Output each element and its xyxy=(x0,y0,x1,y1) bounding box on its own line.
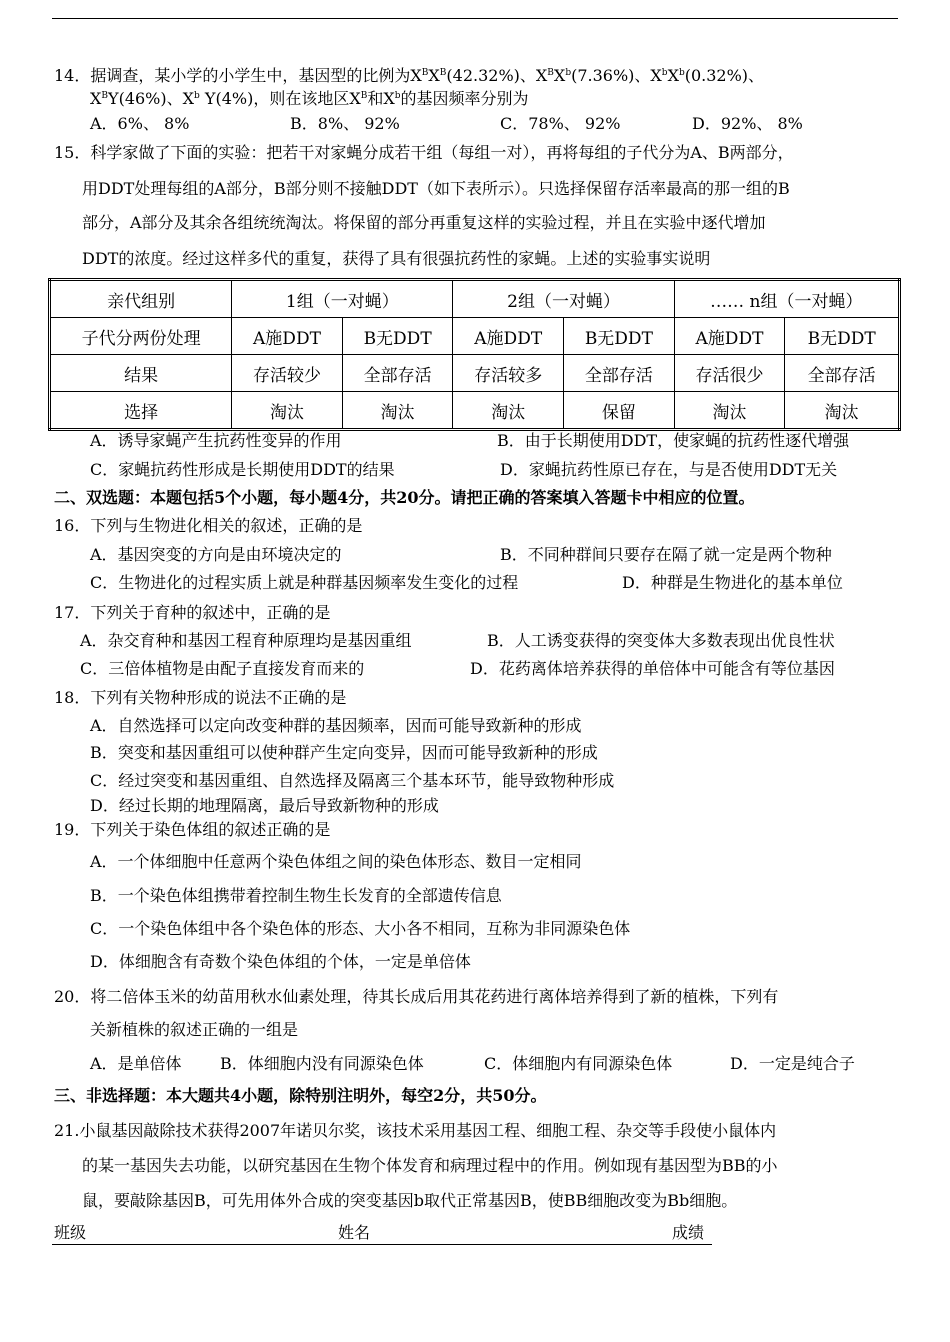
q15-stem-line-4: DDT的浓度。经过这样多代的重复，获得了具有很强抗药性的家蝇。上述的实验事实说明 xyxy=(82,249,711,268)
q20-stem-line-2: 关新植株的叙述正确的一组是 xyxy=(90,1020,299,1039)
q21-line-3: 鼠，要敲除基因B，可先用体外合成的突变基因b取代正常基因B，使BB细胞改变为Bb细胞。 xyxy=(82,1191,738,1210)
table-cell: 淘汰 xyxy=(342,392,453,430)
q14-option-d: D．92%、 8% xyxy=(692,114,803,133)
table-cell: 1组（一对蝇） xyxy=(232,280,453,318)
q20-option-c: C．体细胞内有同源染色体 xyxy=(484,1054,673,1073)
q19-option-d: D．体细胞含有奇数个染色体组的个体，一定是单倍体 xyxy=(90,952,471,971)
name-underline xyxy=(338,1244,672,1245)
q14-stem-line-2: $X^BY(46\%)$、$X^b$ Y(4%)，则在该地区$X^B$和$X^b$的基因频率分别为 xyxy=(90,89,529,108)
q15-option-b: B．由于长期使用DDT，使家蝇的抗药性逐代增强 xyxy=(497,431,850,450)
table-cell: B无DDT xyxy=(564,318,675,355)
table-cell: B无DDT xyxy=(342,318,453,355)
table-cell: 存活较多 xyxy=(453,355,564,392)
table-cell: …… n组（一对蝇） xyxy=(674,280,899,318)
q14-option-b: B．8%、 92% xyxy=(290,114,400,133)
q16-option-c: C．生物进化的过程实质上就是种群基因频率发生变化的过程 xyxy=(90,573,519,592)
table-cell: 存活较少 xyxy=(232,355,343,392)
q20-option-a: A．是单倍体 xyxy=(90,1054,182,1073)
q15-option-d: D．家蝇抗药性原已存在，与是否使用DDT无关 xyxy=(500,460,838,479)
q17-stem: 17．下列关于育种的叙述中，正确的是 xyxy=(54,603,331,622)
table-cell: A施DDT xyxy=(232,318,343,355)
q20-option-d: D．一定是纯合子 xyxy=(730,1054,855,1073)
table-cell: 2组（一对蝇） xyxy=(453,280,674,318)
class-underline xyxy=(52,1244,338,1245)
q15-stem-line-2: 用DDT处理每组的A部分，B部分则不接触DDT（如下表所示）。只选择保留存活率最高的那一组的B xyxy=(82,179,790,198)
q18-option-c: C．经过突变和基因重组、自然选择及隔离三个基本环节，能导致物种形成 xyxy=(90,771,615,790)
score-label: 成绩 xyxy=(672,1223,705,1242)
q20-stem-line-1: 20．将二倍体玉米的幼苗用秋水仙素处理，待其长成后用其花药进行离体培养得到了新的植株，下列有 xyxy=(54,987,779,1006)
table-cell: 淘汰 xyxy=(232,392,343,430)
table-cell: 全部存活 xyxy=(564,355,675,392)
table-cell: 亲代组别 xyxy=(50,280,232,318)
q15-stem-line-3: 部分，A部分及其余各组统统淘汰。将保留的部分再重复这样的实验过程，并且在实验中逐代增加 xyxy=(82,213,766,232)
q14-stem-line-1: 14．据调查，某小学的小学生中，基因型的比例为$X^BX^B(42.32\%)$、$X^BX^b(7.36\%)$、$X^bX^b(0.32\%)$、 xyxy=(54,66,765,85)
class-label: 班级 xyxy=(54,1223,87,1242)
q17-option-a: A．杂交育种和基因工程育种原理均是基因重组 xyxy=(80,631,412,650)
table-cell: 淘汰 xyxy=(785,392,900,430)
q18-stem: 18．下列有关物种形成的说法不正确的是 xyxy=(54,688,347,707)
q17-option-b: B．人工诱变获得的突变体大多数表现出优良性状 xyxy=(487,631,835,650)
table-cell: A施DDT xyxy=(674,318,785,355)
q18-option-d: D．经过长期的地理隔离，最后导致新物种的形成 xyxy=(90,796,439,815)
name-label: 姓名 xyxy=(338,1223,371,1242)
table-row xyxy=(50,392,900,430)
section-2-heading: 二、双选题：本题包括5个小题，每小题4分，共20分。请把正确的答案填入答题卡中相应的位置。 xyxy=(54,488,755,507)
table-row xyxy=(50,318,900,355)
q16-stem: 16．下列与生物进化相关的叙述，正确的是 xyxy=(54,516,363,535)
table-cell: 全部存活 xyxy=(342,355,453,392)
q18-option-a: A．自然选择可以定向改变种群的基因频率，因而可能导致新种的形成 xyxy=(90,716,582,735)
table-cell: B无DDT xyxy=(785,318,900,355)
q19-option-b: B．一个染色体组携带着控制生物生长发育的全部遗传信息 xyxy=(90,886,502,905)
q19-option-c: C．一个染色体组中各个染色体的形态、大小各不相同，互称为非同源染色体 xyxy=(90,919,631,938)
q19-stem: 19．下列关于染色体组的叙述正确的是 xyxy=(54,820,331,839)
table-cell: 淘汰 xyxy=(674,392,785,430)
q21-line-2: 的某一基因失去功能，以研究基因在生物个体发育和病理过程中的作用。例如现有基因型为BB的小 xyxy=(82,1156,778,1175)
table-cell: 结果 xyxy=(50,355,232,392)
q14-option-c: C．78%、 92% xyxy=(500,114,621,133)
table-cell: 保留 xyxy=(564,392,675,430)
q17-option-c: C．三倍体植物是由配子直接发育而来的 xyxy=(80,659,365,678)
q18-option-b: B．突变和基因重组可以使种群产生定向变异，因而可能导致新种的形成 xyxy=(90,743,598,762)
q15-option-a: A．诱导家蝇产生抗药性变异的作用 xyxy=(90,431,342,450)
experiment-table xyxy=(48,278,901,431)
q14-option-a: A．6%、 8% xyxy=(90,114,190,133)
table-cell: A施DDT xyxy=(453,318,564,355)
section-3-heading: 三、非选择题：本大题共4小题，除特别注明外，每空2分，共50分。 xyxy=(54,1086,547,1105)
score-underline xyxy=(672,1244,712,1245)
table-cell: 全部存活 xyxy=(785,355,900,392)
q16-option-b: B．不同种群间只要存在隔了就一定是两个物种 xyxy=(500,545,832,564)
table-cell: 选择 xyxy=(50,392,232,430)
q20-option-b: B．体细胞内没有同源染色体 xyxy=(220,1054,424,1073)
q16-option-d: D．种群是生物进化的基本单位 xyxy=(622,573,843,592)
table-cell: 存活很少 xyxy=(674,355,785,392)
header-rule xyxy=(52,18,898,19)
q17-option-d: D．花药离体培养获得的单倍体中可能含有等位基因 xyxy=(470,659,835,678)
table-cell: 子代分两份处理 xyxy=(50,318,232,355)
table-row xyxy=(50,355,900,392)
table-cell: 淘汰 xyxy=(453,392,564,430)
q15-option-c: C．家蝇抗药性形成是长期使用DDT的结果 xyxy=(90,460,395,479)
q21-line-1: 21.小鼠基因敲除技术获得2007年诺贝尔奖，该技术采用基因工程、细胞工程、杂交等手段使小鼠体内 xyxy=(54,1121,777,1140)
table-row xyxy=(50,280,900,318)
q19-option-a: A．一个体细胞中任意两个染色体组之间的染色体形态、数目一定相同 xyxy=(90,852,582,871)
q15-stem-line-1: 15．科学家做了下面的实验：把若干对家蝇分成若干组（每组一对），再将每组的子代分为A、B两部分， xyxy=(54,143,794,162)
q16-option-a: A．基因突变的方向是由环境决定的 xyxy=(90,545,342,564)
